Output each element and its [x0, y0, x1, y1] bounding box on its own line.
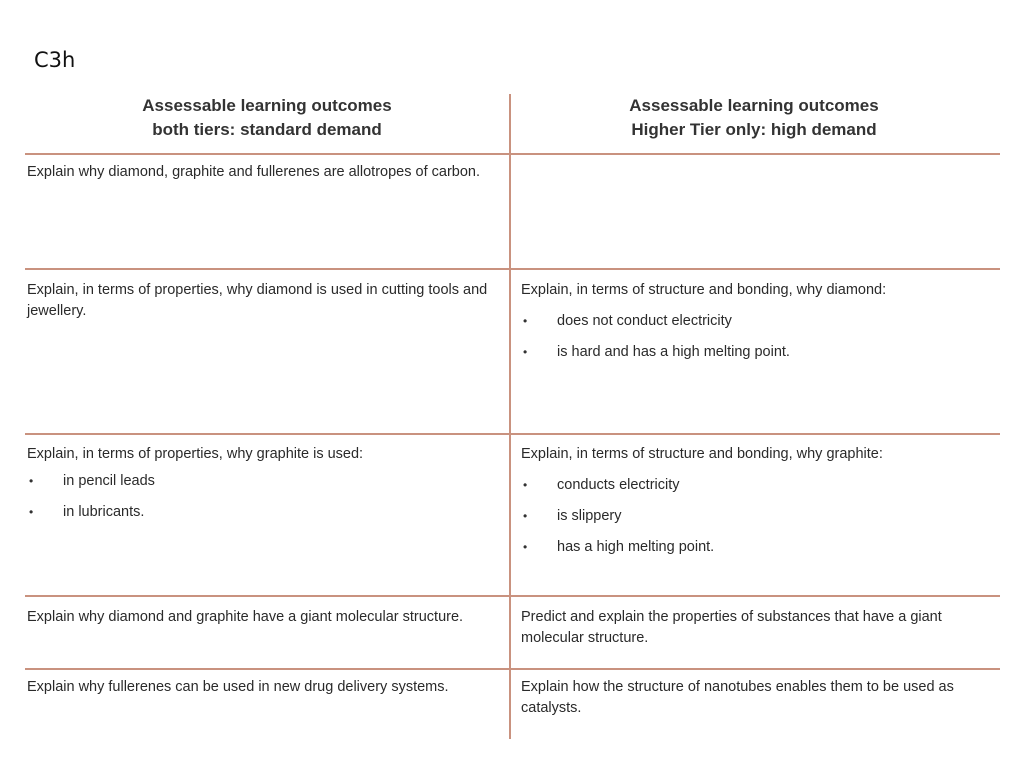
table-cell [521, 677, 995, 719]
table-cell [27, 444, 497, 523]
slide-title: C3h [34, 48, 76, 72]
bullet-item: • is slippery [521, 506, 995, 527]
table-cell [27, 162, 497, 183]
row-divider [25, 668, 1000, 670]
bullet-item: • in pencil leads [27, 471, 497, 492]
cell-text: Predict and explain the properties of substances that have a giant molecular structure. [521, 609, 942, 646]
cell-text: Explain, in terms of properties, why graphite is used: [27, 446, 364, 462]
header-left-line-1: Assessable learning outcomes [142, 96, 392, 115]
table-cell [521, 280, 995, 363]
row-divider [25, 433, 1000, 435]
cell-text: Explain, in terms of structure and bonding, why diamond: [521, 282, 887, 298]
header-right-line-2: Higher Tier only: high demand [631, 120, 877, 139]
cell-text: Explain why diamond, graphite and fullerenes are allotropes of carbon. [27, 164, 480, 180]
cell-text: Explain why diamond and graphite have a giant molecular structure. [27, 609, 464, 625]
bullet-item: • does not conduct electricity [521, 311, 995, 332]
table-cell [521, 607, 995, 649]
bullet-item: • is hard and has a high melting point. [521, 342, 995, 363]
header-standard-demand [25, 94, 509, 152]
cell-text: Explain how the structure of nanotubes enables them to be used as catalysts. [521, 679, 954, 716]
cell-text: Explain, in terms of structure and bonding, why graphite: [521, 446, 883, 462]
row-divider [25, 595, 1000, 597]
table-cell [27, 607, 497, 628]
table-cell [521, 444, 995, 558]
table-cell [27, 677, 497, 698]
row-divider [25, 268, 1000, 270]
row-divider [25, 153, 1000, 155]
column-divider [509, 94, 511, 739]
header-right-line-1: Assessable learning outcomes [629, 96, 879, 115]
cell-text: Explain, in terms of properties, why diamond is used in cutting tools and jewellery. [27, 282, 488, 319]
bullet-item: • has a high melting point. [521, 537, 995, 558]
header-high-demand [510, 94, 998, 152]
bullet-item: • in lubricants. [27, 502, 497, 523]
cell-text: Explain why fullerenes can be used in new drug delivery systems. [27, 679, 449, 695]
table-cell [27, 280, 497, 322]
header-left-line-2: both tiers: standard demand [152, 120, 382, 139]
bullet-item: • conducts electricity [521, 475, 995, 496]
